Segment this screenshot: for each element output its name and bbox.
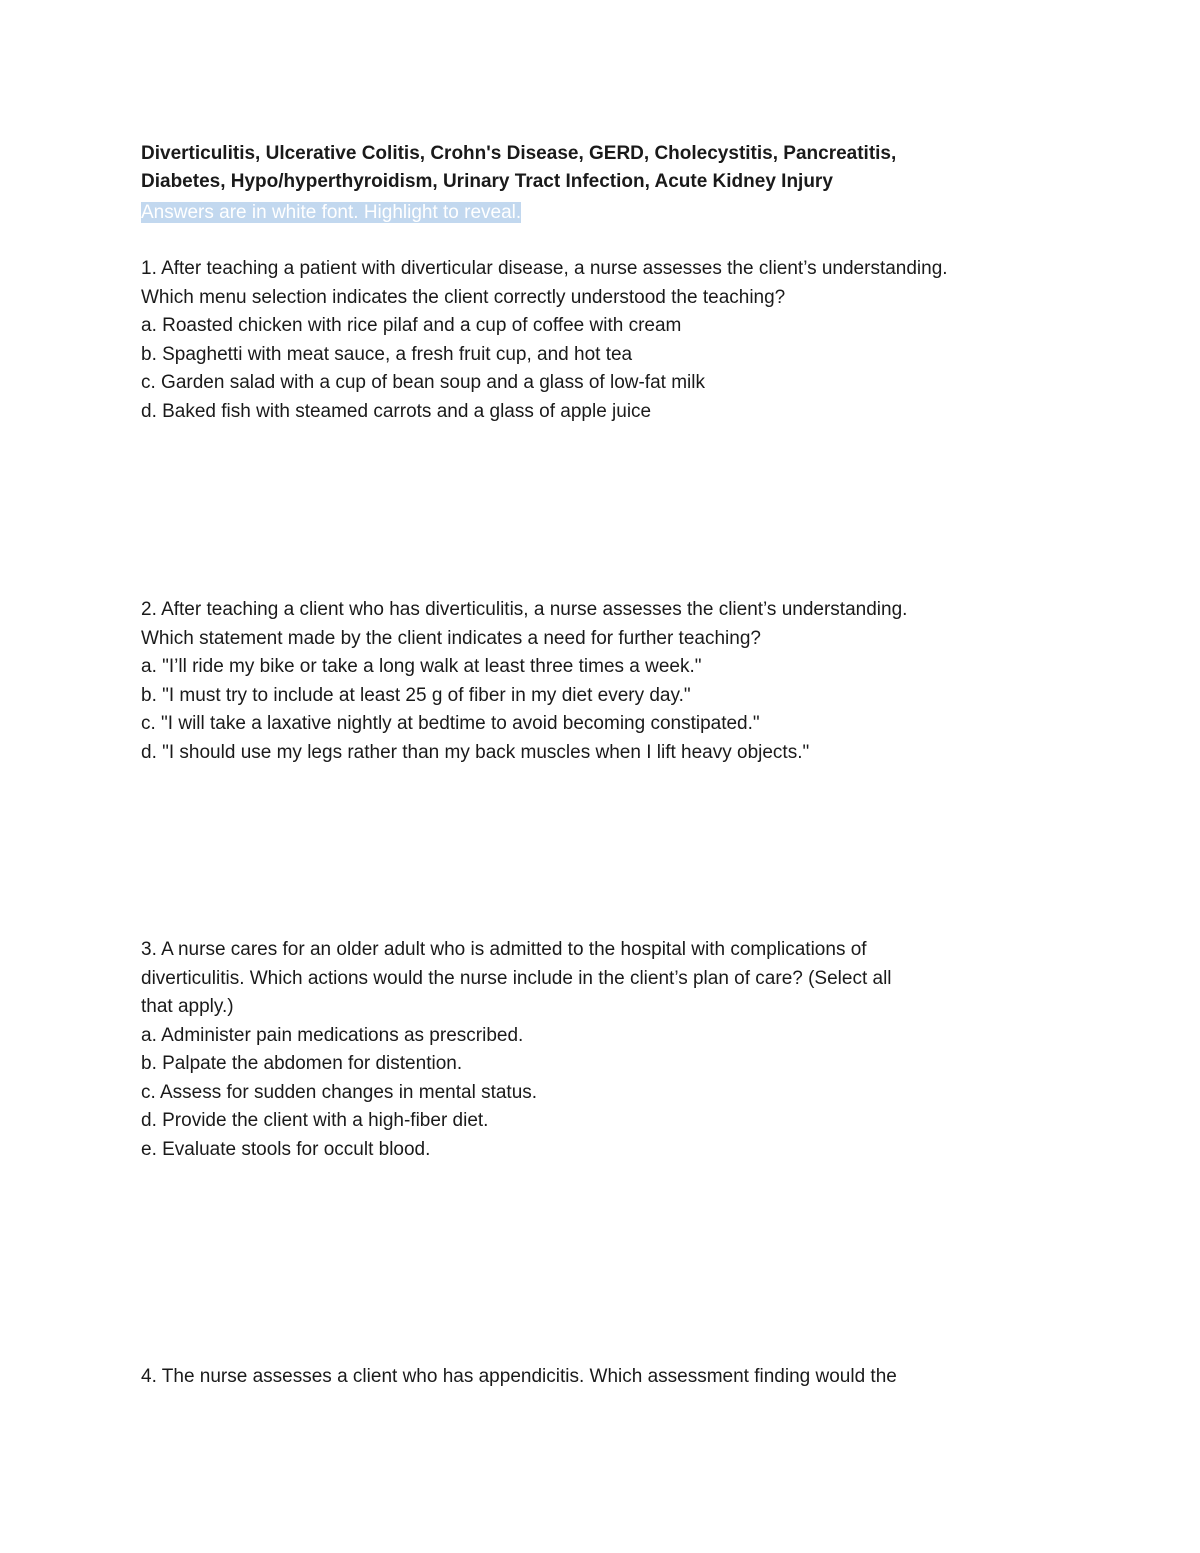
answer-option: c. "I will take a laxative nightly at bedtime to avoid becoming constipated." <box>141 713 760 734</box>
question-stem: 1. After teaching a patient with diverticular disease, a nurse assesses the client’s understanding. <box>141 258 948 279</box>
title-line: Diverticulitis, Ulcerative Colitis, Crohn's Disease, GERD, Cholecystitis, Pancreatitis, <box>141 143 897 164</box>
title-line: Diabetes, Hypo/hyperthyroidism, Urinary Tract Infection, Acute Kidney Injury <box>141 171 833 192</box>
question-stem: 4. The nurse assesses a client who has appendicitis. Which assessment finding would the <box>141 1366 897 1387</box>
question-stem: diverticulitis. Which actions would the nurse include in the client’s plan of care? (Select all <box>141 967 892 989</box>
question-stem: 3. A nurse cares for an older adult who is admitted to the hospital with complications of <box>141 939 867 960</box>
question-4 <box>141 1363 1081 1392</box>
answer-option: d. Baked fish with steamed carrots and a glass of apple juice <box>141 400 652 422</box>
answer-option: b. "I must try to include at least 25 g of fiber in my diet every day." <box>141 684 691 706</box>
document-title <box>141 140 1061 196</box>
answer-option: b. Spaghetti with meat sauce, a fresh fruit cup, and hot tea <box>141 343 633 365</box>
question-stem: 2. After teaching a client who has diverticulitis, a nurse assesses the client’s understanding. <box>141 599 908 620</box>
answer-option: c. Assess for sudden changes in mental status. <box>141 1081 538 1103</box>
question-2 <box>141 596 1081 767</box>
answer-option: a. "I’ll ride my bike or take a long walk at least three times a week." <box>141 656 702 677</box>
hidden-answers-note[interactable] <box>141 200 521 226</box>
answer-option: c. Garden salad with a cup of bean soup and a glass of low-fat milk <box>141 372 705 393</box>
question-3 <box>141 936 1081 1164</box>
question-stem: Which statement made by the client indicates a need for further teaching? <box>141 627 761 649</box>
answer-option: e. Evaluate stools for occult blood. <box>141 1138 431 1160</box>
answer-option: b. Palpate the abdomen for distention. <box>141 1053 463 1074</box>
answer-option: d. "I should use my legs rather than my back muscles when I lift heavy objects." <box>141 741 810 763</box>
question-1 <box>141 255 1081 426</box>
answer-option: a. Roasted chicken with rice pilaf and a cup of coffee with cream <box>141 315 682 336</box>
answer-option: a. Administer pain medications as prescribed. <box>141 1024 524 1046</box>
highlighted-text[interactable]: Answers are in white font. Highlight to reveal. <box>141 202 522 223</box>
question-stem: that apply.) <box>141 996 234 1017</box>
answer-option: d. Provide the client with a high-fiber diet. <box>141 1110 489 1131</box>
question-stem: Which menu selection indicates the client correctly understood the teaching? <box>141 286 786 308</box>
